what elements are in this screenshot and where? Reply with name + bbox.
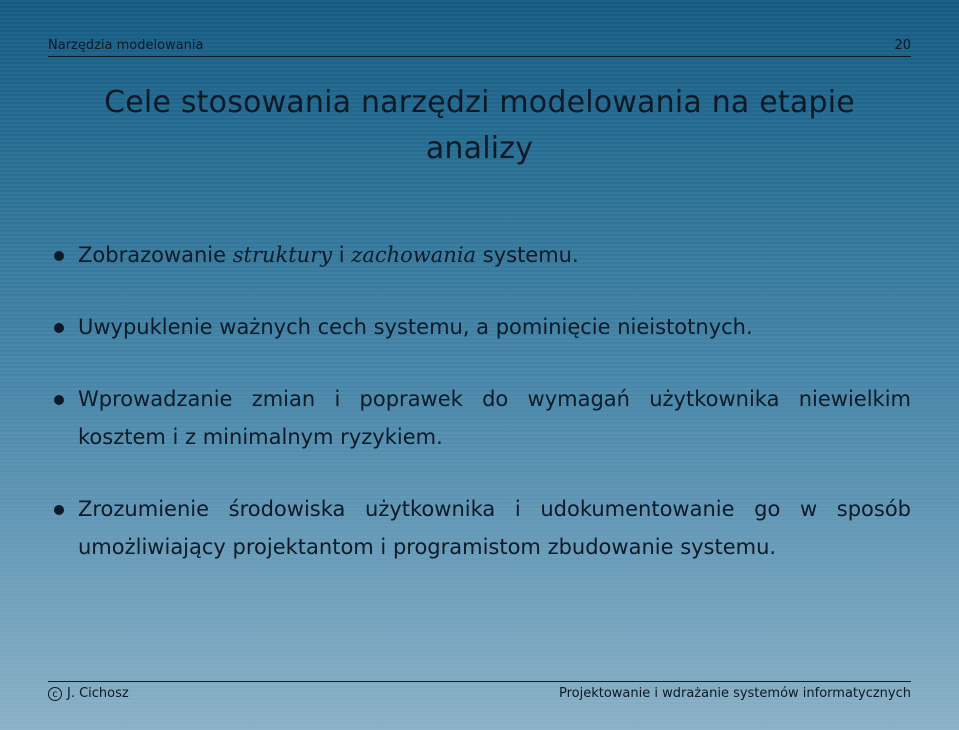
slide-header <box>48 36 911 57</box>
bullet-emphasis-structure: struktury <box>232 243 333 267</box>
header-section-title: Narzędzia modelowania <box>48 38 204 53</box>
bullet-item-4 <box>48 490 911 566</box>
bullet-dot-icon <box>54 323 64 333</box>
slide-footer <box>48 681 911 704</box>
slide-title: Cele stosowania narzędzi modelowania na etapie analizy <box>104 85 855 166</box>
bullet-item-1 <box>48 236 911 274</box>
bullet-text-3: Wprowadzanie zmian i poprawek do wymagań użytkownika niewielkim kosztem i z minimalnym ryzykiem. <box>78 387 911 449</box>
footer-author: J. Cichosz <box>67 686 129 701</box>
footer-course-title: Projektowanie i wdrażanie systemów informatycznych <box>558 686 911 701</box>
copyright-icon: c <box>48 687 62 701</box>
bullet-item-3 <box>48 380 911 456</box>
bullet-list <box>48 236 911 566</box>
bullet-item-2 <box>48 308 911 346</box>
bullet-text-2: Uwypuklenie ważnych cech systemu, a pominięcie nieistotnych. <box>78 315 753 339</box>
bullet-dot-icon <box>54 395 64 405</box>
bullet-text-4: Zrozumienie środowiska użytkownika i udokumentowanie go w sposób umożliwiający projektantom i programistom zbudowanie systemu. <box>78 497 911 559</box>
header-page-number: 20 <box>894 38 911 53</box>
bullet-dot-icon <box>54 251 64 261</box>
bullet-text-1a: Zobrazowanie <box>78 243 233 267</box>
bullet-dot-icon <box>54 505 64 515</box>
bullet-text-1c: systemu. <box>476 243 579 267</box>
bullet-emphasis-behavior: zachowania <box>351 243 477 267</box>
footer-author-block <box>48 686 129 701</box>
bullet-text-1b: i <box>332 243 352 267</box>
